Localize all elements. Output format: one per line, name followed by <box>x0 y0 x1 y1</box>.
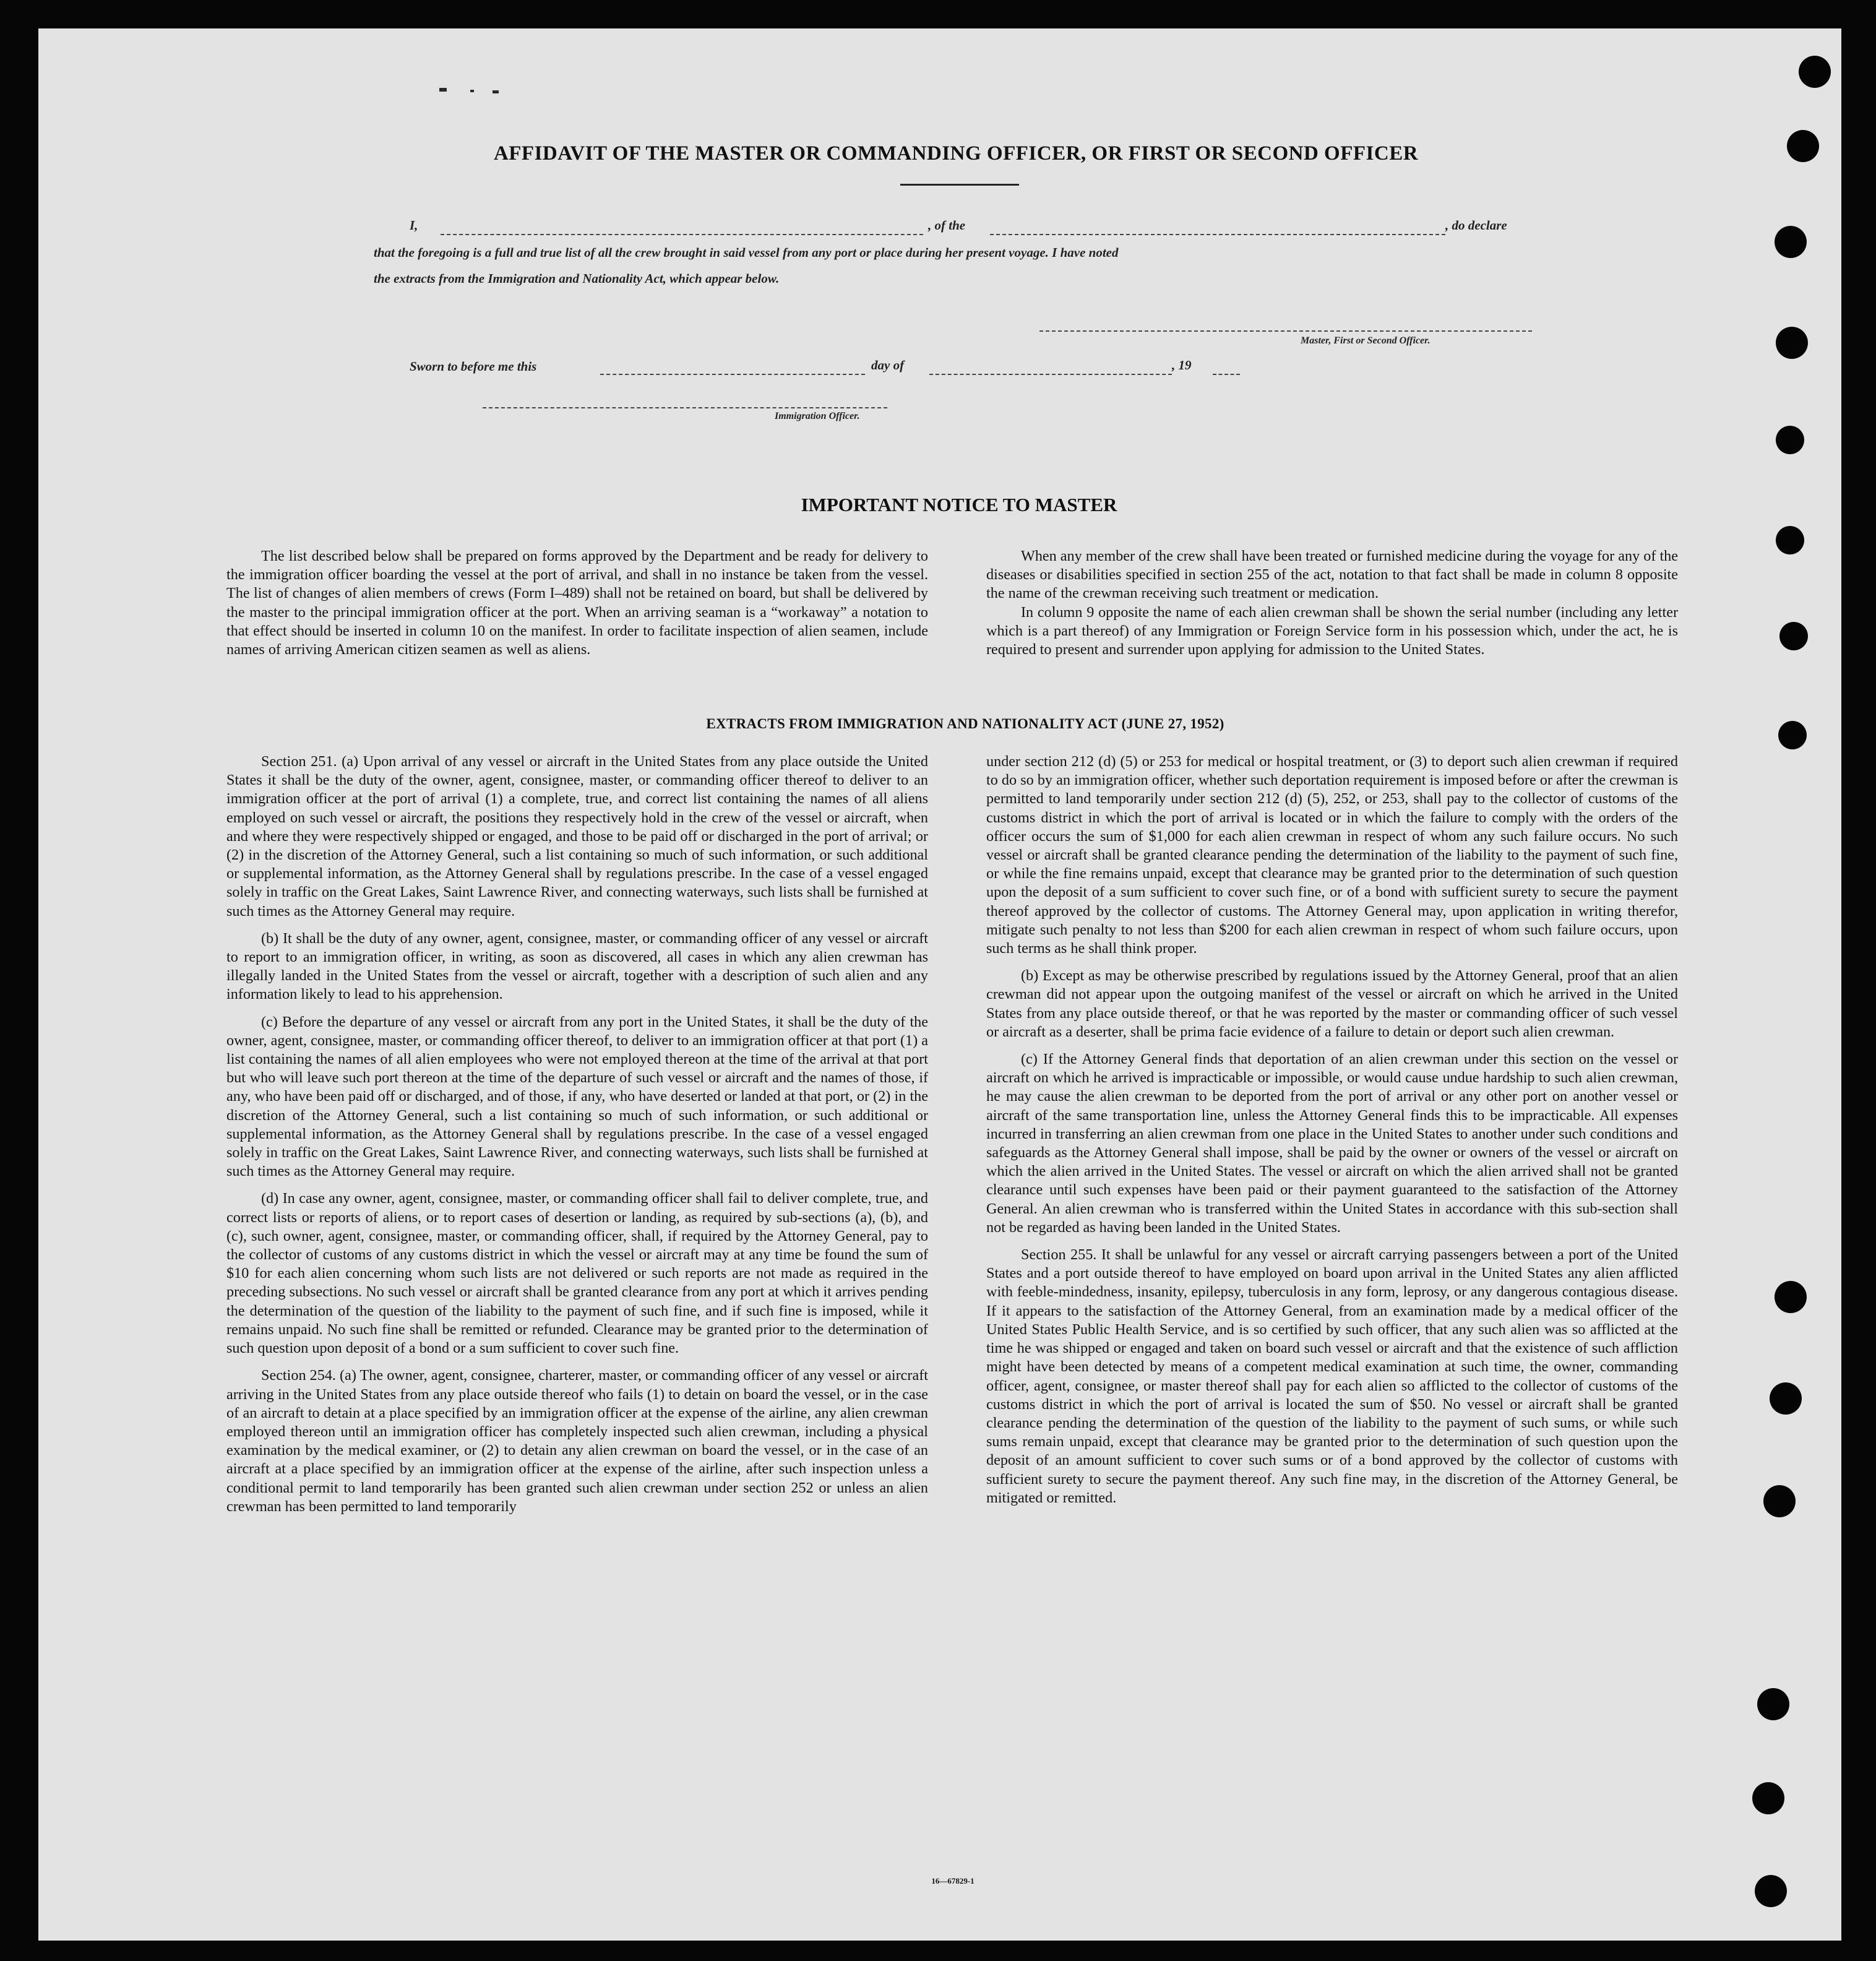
notice-paragraph: When any member of the crew shall have been treated or furnished medicine during the voyage for any of the diseases or disabilities specified in section 255 of the act, notation to that fact shall be made in column 8 opposite the name of the crewman receiving such treatment or medication. <box>986 548 1678 602</box>
form-number: 16—67829-1 <box>931 1876 975 1886</box>
do-declare-label: , do declare <box>1445 218 1507 233</box>
immigration-officer-signature-field[interactable] <box>483 407 887 408</box>
notice-right-column <box>986 547 1678 659</box>
binder-hole <box>1776 327 1808 359</box>
ink-mark <box>439 88 447 92</box>
act-section-paragraph: under section 212 (d) (5) or 253 for medical or hospital treatment, or (3) to deport such alien crewman if required to do so by an immigration officer, whether such deportation requirement is imposed before or after the crewman is permitted to land temporarily under section 212 (d) (5), 252, or 253, shall pay to the collector of customs of the customs district in which the port of arrival is located or in which the failure to comply with the orders of the officer occurs the sum of $1,000 for each alien crewman in respect of whom any such failure occurs. No such vessel or aircraft shall be granted clearance pending the determination of the liability to the payment of such fine, or while the fine remains unpaid, except that clearance may be granted prior to the determination of such question upon the deposit of a sum sufficient to cover such fine, or of a bond with sufficient surety to secure the payment thereof approved by the collector of customs. The Attorney General may, upon application in writing therefor, mitigate such penalty to not less than $200 for each alien crewman in respect of whom such failure occurs, upon such terms as he shall think proper. <box>986 753 1678 957</box>
act-section-paragraph: Section 254. (a) The owner, agent, consignee, charterer, master, or commanding officer of any vessel or aircraft arriving in the United States from any place outside thereof who fails (1) to detain on board the vessel, or in the case of an aircraft to detain at a place specified by an immigration officer at the expense of the airline, any alien crewman employed thereon until an immigration officer has completely inspected such alien crewman, including a physical examination by the medical examiner, or (2) to detain any alien crewman on board the vessel, or in the case of an aircraft at a place specified by an immigration officer at the expense of the airline, after such inspection unless a conditional permit to land temporarily has been granted such alien crewman under section 252 or unless an alien crewman has been permitted to land temporarily <box>226 1367 928 1515</box>
binder-hole <box>1755 1875 1787 1907</box>
notice-title: IMPORTANT NOTICE TO MASTER <box>801 494 1117 515</box>
binder-hole <box>1799 56 1831 88</box>
affidavit-statement-line: the extracts from the Immigration and Nationality Act, which appear below. <box>374 271 780 286</box>
vessel-name-field[interactable] <box>990 234 1445 235</box>
extracts-left-column <box>226 752 928 1516</box>
sworn-label: Sworn to before me this <box>410 359 537 374</box>
binder-hole <box>1776 426 1804 454</box>
act-section-paragraph: (c) If the Attorney General finds that deportation of an alien crewman under this section on the vessel or aircraft on which he arrived is impracticable or impossible, or would cause undue hardship to such alien crewman, he may cause the alien crewman to be deported from the port of arrival or any other port on another vessel or aircraft of the same transportation line, unless the Attorney General finds this to be impracticable. All expenses incurred in transferring an alien crewman from one place in the United States to another under such conditions and safeguards as the Attorney General shall impose, shall be paid by the owner or owners of the vessel or aircraft on which the alien arrived in the United States. The vessel or aircraft on which the alien arrived shall not be granted clearance until such expenses have been paid or their payment guaranteed to the satisfaction of the Attorney General. An alien crewman who is transferred within the United States in accordance with this sub-section shall not be regarded as having been landed in the United States. <box>986 1051 1678 1236</box>
binder-hole <box>1779 622 1808 650</box>
binder-hole <box>1752 1782 1784 1814</box>
affidavit-title: AFFIDAVIT OF THE MASTER OR COMMANDING OFFICER, OR FIRST OR SECOND OFFICER <box>493 142 1419 165</box>
immigration-officer-caption: Immigration Officer. <box>775 411 860 421</box>
notice-left-column <box>226 547 928 659</box>
master-signature-caption: Master, First or Second Officer. <box>1301 335 1431 346</box>
act-section-paragraph: (c) Before the departure of any vessel or aircraft from any port in the United States, it shall be the duty of the owner, agent, consignee, master, or commanding officer thereof, to deliver to an immigration officer at that port (1) a list containing the names of all alien employees who were not employed thereon at the time of the arrival at that port but who will leave such port thereon at the time of the departure of such vessel or aircraft and the names of those, if any, who have been paid off or discharged, and of those, if any, who have deserted or landed at that port, or (2) in the discretion of the Attorney General, such a list containing so much of such information, or such additional or supplemental information, as the Attorney General shall by regulations prescribe. In the case of a vessel engaged solely in traffic on the Great Lakes, Saint Lawrence River, and connecting waterways, such lists shall be furnished at such times as the Attorney General may require. <box>226 1013 928 1180</box>
sworn-day-field[interactable] <box>600 374 865 375</box>
declarant-name-field[interactable] <box>441 234 923 235</box>
act-section-paragraph: Section 255. It shall be unlawful for any vessel or aircraft carrying passengers between a port of the United States and a port outside thereof to have employed on board upon arrival in the United States any alien afflicted with feeble-mindedness, insanity, epilepsy, tuberculosis in any form, leprosy, or any dangerous contagious disease. If it appears to the satisfaction of the Attorney General, from an examination made by a medical officer of the United States Public Health Service, and is so certified by such officer, that any such alien was so afflicted at the time he was shipped or engaged and taken on board such vessel or aircraft and that the existence of such affliction might have been detected by means of a competent medical examination at such time, the owner, commanding officer, agent, consignee, or master thereof shall pay for each alien so afflicted to the collector of customs of the customs district in which the port of arrival is located the sum of $50. No vessel or aircraft shall be granted clearance pending the determination of the question of the liability to the payment of such sums, or while such sums remain unpaid, except that clearance may be granted prior to the determination of such question upon the deposit of an amount sufficient to cover such sums or of a bond approved by the collector of customs with sufficient surety to secure the payment thereof. Any such fine may, in the discretion of the Attorney General, be mitigated or remitted. <box>986 1246 1678 1506</box>
ink-mark <box>470 90 474 92</box>
binder-hole <box>1787 130 1819 162</box>
notice-paragraph: The list described below shall be prepared on forms approved by the Department and be ready for delivery to the immigration officer boarding the vessel at the port of arrival, and shall in no instance be taken from the vessel. The list of changes of alien members of crews (Form I–489) shall not be retained on board, but shall be delivered by the master to the principal immigration officer at the port. When an arriving seaman is a “workaway” a notation to that effect should be inserted in column 10 on the manifest. In order to facilitate inspection of alien seamen, include names of arriving American citizen seamen as well as aliens. <box>226 548 928 658</box>
title-rule <box>900 184 1019 186</box>
binder-hole <box>1763 1485 1796 1517</box>
sworn-month-field[interactable] <box>929 374 1172 375</box>
act-section-paragraph: Section 251. (a) Upon arrival of any vessel or aircraft in the United States from any place outside the United States it shall be the duty of the owner, agent, consignee, master, or commanding officer thereof to deliver to an immigration officer at the port of arrival (1) a complete, true, and correct list containing the names of all aliens employed on such vessel or aircraft, the positions they respectively hold in the crew of the vessel or aircraft, when and where they were respectively shipped or engaged, and those to be paid off or discharged in the port of arrival; or (2) in the discretion of the Attorney General, such a list containing so much of such information, or such additional or supplemental information, as the Attorney General shall by regulations prescribe. In the case of a vessel engaged solely in traffic on the Great Lakes, Saint Lawrence River, and connecting waterways, such lists shall be furnished at such times as the Attorney General may require. <box>226 753 928 920</box>
binder-hole <box>1775 1281 1807 1313</box>
binder-hole <box>1775 226 1807 258</box>
sworn-year-field[interactable] <box>1213 374 1240 375</box>
binder-hole <box>1776 526 1804 554</box>
year-label: , 19 <box>1172 358 1192 373</box>
act-section-paragraph: (b) It shall be the duty of any owner, agent, consignee, master, or commanding officer of any vessel or aircraft to report to an immigration officer, in writing, as soon as discovered, all cases in which any alien crewman has illegally landed in the United States from the vessel or aircraft, together with a description of such alien and any information likely to lead to his apprehension. <box>226 929 928 1003</box>
act-section-paragraph: (b) Except as may be otherwise prescribed by regulations issued by the Attorney General, proof that an alien crewman did not appear upon the outgoing manifest of the vessel or aircraft on which he arrived in the United States from any place outside thereof, or that he was reported by the master or commanding officer of such vessel or aircraft as a deserter, shall be prima facie evidence of a failure to detain or deport such alien crewman. <box>986 967 1678 1040</box>
ink-mark <box>493 90 499 93</box>
extracts-title: EXTRACTS FROM IMMIGRATION AND NATIONALITY ACT (JUNE 27, 1952) <box>706 716 1224 731</box>
notice-paragraph: In column 9 opposite the name of each alien crewman shall be shown the serial number (including any letter which is a part thereof) of any Immigration or Foreign Service form in his possession which, under the act, he is required to present and surrender upon applying for admission to the United States. <box>986 603 1678 658</box>
act-section-paragraph: (d) In case any owner, agent, consignee, master, or commanding officer shall fail to deliver complete, true, and correct lists or reports of aliens, or to report cases of desertion or landing, as required by sub-sections (a), (b), and (c), such owner, agent, consignee, master, or commanding officer, shall, if required by the Attorney General, pay to the collector of customs of any customs district in which the vessel or aircraft may at any time be found the sum of $10 for each alien concerning whom such lists are not delivered or such reports are not made as required in the preceding subsections. No such vessel or aircraft shall be granted clearance from any port at which it arrives pending the determination of the question of the liability to the payment of such fine, and if such fine is imposed, while it remains unpaid. No such fine shall be remitted or refunded. Clearance may be granted prior to the determination of such question upon deposit of a bond or a sum sufficient to cover such fine. <box>226 1190 928 1357</box>
master-signature-field[interactable] <box>1039 330 1532 332</box>
binder-hole <box>1770 1382 1802 1415</box>
affidavit-statement-line: that the foregoing is a full and true list of all the crew brought in said vessel from any port or place during her present voyage. I have noted <box>374 245 1119 260</box>
day-of-label: day of <box>871 358 905 373</box>
binder-hole <box>1757 1688 1789 1720</box>
binder-hole <box>1778 721 1807 749</box>
extracts-right-column <box>986 752 1678 1507</box>
of-the-label: , of the <box>928 218 966 233</box>
declarant-label: I, <box>410 218 418 233</box>
